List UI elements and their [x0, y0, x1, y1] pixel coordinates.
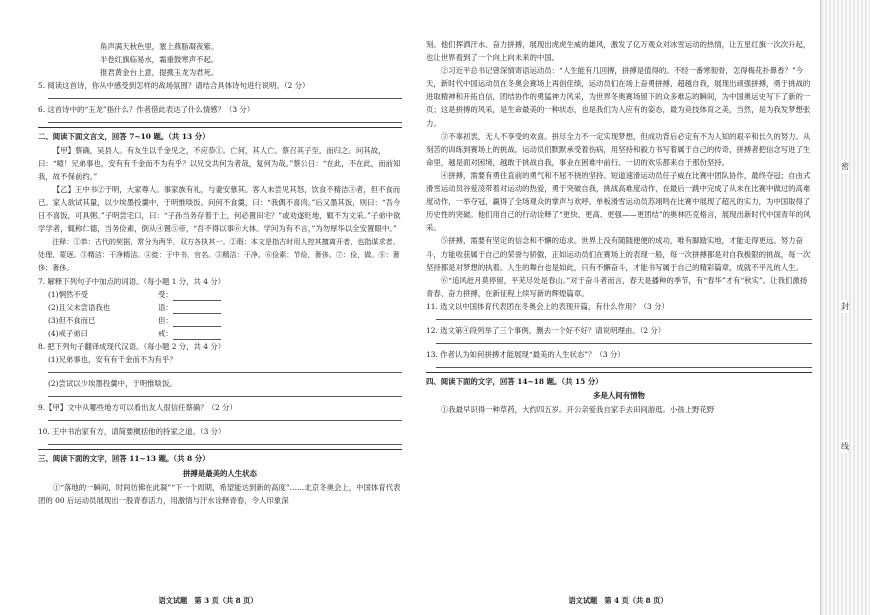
essay-paragraph: ①我最早识得一种草药，大约四五岁。开公亲爱我自家手去田间游逛。小孩上野花野: [440, 405, 715, 415]
essay-paragraph: ④拼搏，需要有勇往直前的勇气和不屈不挠的坚持。短道速滑运动员任子威在比赛中团队协作，最终夺冠；自由式滑雪运动员谷爱凌带着对运动的热爱，勇于突破自我，挑战高难度动作，在最后一跳中完成了从未在比赛中做过的高难度动作，一举夺冠，赢得了全场观众的掌声与欢呼。单板滑雪运动员苏翊鸣在比赛中展现了超凡的实力，为中国取得了历史性的突破。他们用自己的行动诠释了“更快、更高、更强——更团结”的奥林匹克格言，展现出新时代中国青年的风采。: [426, 170, 811, 233]
section-3-heading: 三、阅读下面的文字，回答 11~13 题。（共 8 分）: [38, 449, 402, 465]
question-5: 5. 阅读这首诗，你从中感受到怎样的战场氛围？请结合具体诗句进行说明。（2 分）: [38, 81, 310, 91]
essay-paragraph: ①“落地的一瞬间，时间仿佛在此凝”“下一个周期，希望能达到新的高度”……北京冬奥会上，中国体育代表团的 00 后运动员展现出一股青春活力，用激情与汗水诠释青春，令人印象深: [38, 482, 401, 505]
question-8: 8. 把下列句子翻译成现代汉语。（每小题 2 分，共 4 分）: [38, 341, 226, 351]
poem-line: 半卷红旗临易水，霜重鼓寒声不起。: [100, 55, 219, 65]
blank: [173, 291, 221, 301]
question-7: 7. 解释下列句子中加点的词语。（每小题 1 分，共 4 分）: [38, 276, 226, 286]
answer-line: [48, 444, 402, 445]
passage-jia: 【甲】蔡确，吴县人。有友生以千金见之，不应恭①。亡何，其人亡。蔡召其子至，而归之。问其故，曰：“噫！兄弟事也，安有有千金而不为有乎？以兄交共何为者哉，复何为哉。”蔡公日：“在此，不在此，而前知我，故不保前约。”: [38, 145, 401, 181]
q7-item: (1)惘然不受 受：: [38, 288, 402, 301]
essay-paragraph: ⑥“追风赶月莫停留，平芜尽处是春山。”对于奋斗者而言，春天是播种的季节，有“春华”才有“秋实”。让我们激扬青春、奋力拼搏，在新征程上续写新的辉煌篇章。: [426, 275, 808, 298]
section-2-heading: 二、阅读下面文言文，回答 7~10 题。（共 13 分）: [38, 127, 402, 143]
essay-paragraph: ③不辜初衷，无人不享受的欢喜。拼尽全力不一定实现梦想，但成功背后必定有不为人知的艰辛和长久的努力。从刻苦的训练到赛场上的挑战，运动员们默默承受着伤病，用坚持和毅力书写着属于自己的传奇，拼搏者把信念写进了生命里，越是面对困境，越敢于挑战自我，事业在困难中前行。一切的欢乐都来自于那份坚持。: [426, 131, 811, 167]
page-footer: 语文试题 第 3 页（共 8 页）: [158, 595, 258, 605]
blank: [173, 317, 221, 327]
question-13: 13. 作者认为如何拼搏才能展现“最美的人生状态”？（3 分）: [426, 350, 625, 360]
essay-title: 多是人间有情物: [593, 391, 645, 401]
passage-yi: 【乙】王中书②于明，大家尊人。事家族有礼，与妻安慕其。客人未尝见其怒，饮食不精洁③者，但不食而已。家人欲试其量，以少埃墨投羹中，于明惟啖饭。问何不食羹，曰：“我偶不喜肉。”后又墨其饭，则曰：“吾今日不喜饭，可具粥。”子明尝宅口，曰：“子孙当务存着于上，何必置田宅？”或劝遂贬地，辄不为文采。”子弟中欲学学者，辄称仁德，当务俭素，倒从④置⑤帝，“吾不得以事⑥大体。学问为有不言，”为勿厚华以全安置眼中。”: [38, 184, 401, 234]
blank: [173, 330, 221, 340]
question-11: 11. 选文以中国体育代表团在冬奥会上的表现开篇，有什么作用？（3 分）: [426, 301, 669, 311]
q7-item: (4)戒子弟曰 戒：: [38, 327, 402, 340]
answer-line: [48, 122, 402, 123]
answer-line: [48, 372, 402, 373]
page-footer: 语文试题 第 4 页（共 8 页）: [568, 595, 668, 605]
seal-mark: 密: [841, 162, 849, 171]
answer-line: [48, 396, 402, 397]
poem-line: 报君黄金台上意，提携玉龙为君死。: [100, 68, 219, 78]
question-9: 9.【甲】文中从哪些地方可以看出友人很信任蔡确？（2 分）: [38, 403, 237, 413]
annotations: 注释：①恭：古代的契据，常分为两半，双方各执其一。②瑕：本文是指古时用人控其擅离开者，也指谋求者、处理、蒙逐。③精洁：干净精洁。④徙：于中书，官名。⑤精洁：干净。⑥俭素：节俭，奢侈。⑦：俭，做。⑧：奢侈；奢侈。: [38, 237, 400, 273]
essay-title: 拼搏是最美的人生状态: [183, 468, 257, 478]
q8-sentence-1: (1)兄弟事也，安有有千金而不为有乎？: [48, 355, 177, 365]
poem-line: 角声满天秋色里，塞上燕脂凝夜紫。: [100, 42, 219, 51]
seal-mark: 线: [841, 442, 849, 451]
page-4: [416, 0, 820, 615]
q8-sentence-2: (2)尝试以少埃墨投羹中，于明惟啖饭。: [48, 379, 177, 389]
answer-line: [48, 420, 402, 421]
blank: [173, 304, 221, 314]
essay-paragraph: 刻。他们挥洒汗水、奋力拼搏，展现出虎虎生威的雄风，激发了亿万观众对冰雪运动的热情，让五星红旗一次次升起，也让世界看到了一个向上向未来的中国。: [426, 40, 811, 63]
question-10: 10. 王中书治家有方，请简要概括他的持家之道。（3 分）: [38, 427, 226, 437]
binding-margin: [820, 0, 870, 615]
question-12: 12. 选文第④段列举了三个事例，删去一个好不好？请说明理由。（2 分）: [426, 325, 666, 335]
page-3: [0, 0, 416, 615]
answer-line: [436, 343, 812, 344]
q7-item: (3)但不食而已 但：: [38, 314, 402, 327]
seal-mark: 封: [841, 302, 849, 311]
q7-item: (2)且父未尝语我也 语：: [38, 301, 402, 314]
essay-paragraph: ②习近平总书记曾深情寄语运动员：“人生能有几回搏，拼搏是值得的。不经一番寒彻骨，怎得梅花扑鼻香？”今天，新时代中国运动员在冬奥会赛场上再创佳绩，运动员们在场上奋勇拼搏、超越自我，展现出顽强拼搏，勇于挑战的进取精神和开拓自信，团结协作的勇猛神力风采，为世界冬奥赛场留下的众多难忘的瞬间，为中国奥运史写下了新的一页；这是拼搏的风采，是生命最美的一种状态，也是我们为人应有的姿态，最为竞技体育之美，当然，是为我发梦想张力。: [426, 66, 811, 128]
answer-line: [436, 319, 812, 320]
answer-line: [436, 367, 812, 368]
question-6: 6. 这首诗中的“玉龙”指什么？作者借此表达了什么情感？（3 分）: [38, 105, 255, 115]
essay-paragraph: ⑤拼搏，需要有坚定的信念和不懈的追求。世界上没有随随便便的成功，唯有脚踏实地，才能走得更远。努力奋斗，方能收获属于自己的荣誉与骄傲，正如运动员们在赛场上的表现一般，每一次拼搏都是对自我极限的挑战，每一次坚持都是对梦想的执着。人生的舞台也是如此，只有不懈奋斗，才能书写属于自己的精彩篇章，成就不平凡的人生。: [426, 236, 811, 272]
answer-line: [48, 98, 402, 99]
section-4-heading: 四、阅读下面的文字，回答 14~18 题。（共 15 分）: [426, 372, 812, 388]
